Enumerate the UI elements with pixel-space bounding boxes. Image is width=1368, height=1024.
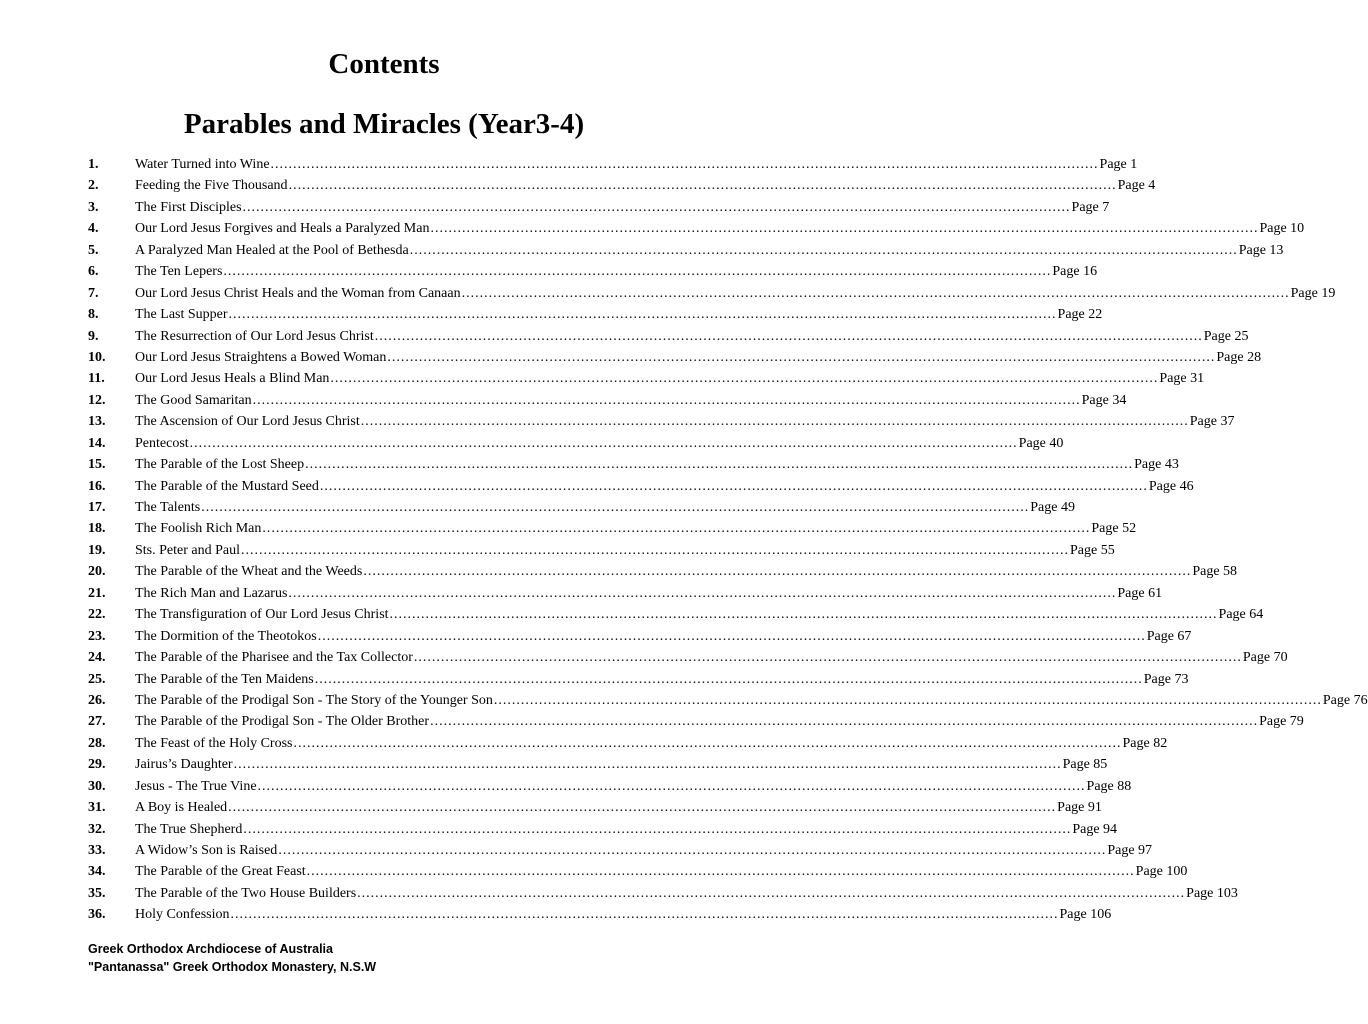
- dot-leader: [228, 797, 1056, 818]
- toc-entry-page: Page 61: [1117, 585, 1163, 601]
- page-title: Contents: [328, 48, 440, 80]
- toc-entry: [88, 819, 1118, 840]
- toc-entry-number: 16.: [88, 478, 106, 494]
- toc-entry: [88, 347, 1262, 368]
- toc-entry-page: Page 73: [1143, 671, 1189, 687]
- toc-entry-page: Page 49: [1030, 500, 1075, 515]
- toc-entry-title: The Parable of the Pharisee and the Tax Collector: [135, 650, 413, 666]
- toc-entry-number: 3.: [88, 199, 99, 215]
- toc-entry-title: A Boy is Healed: [135, 800, 228, 816]
- toc-entry-title: The Parable of the Lost Sheep: [135, 457, 305, 473]
- toc-entry-page: Page 85: [1062, 757, 1108, 773]
- toc-entry-page: Page 70: [1242, 650, 1288, 666]
- toc-entry: [88, 218, 1305, 239]
- toc-entry-number: 27.: [88, 714, 106, 730]
- toc-entry-title: The Parable of the Wheat and the Weeds: [135, 564, 363, 580]
- toc-entry: [88, 840, 1153, 861]
- toc-entry-title: The Parable of the Two House Builders: [135, 885, 357, 901]
- dot-leader: [289, 175, 1117, 196]
- toc-entry-number: 31.: [88, 800, 106, 816]
- toc-entry: [88, 626, 1192, 647]
- toc-entry: [88, 754, 1108, 775]
- toc-entry-title: Our Lord Jesus Forgives and Heals a Paralyzed Man: [135, 221, 430, 237]
- toc-entry-number: 24.: [88, 650, 106, 666]
- dot-leader: [462, 283, 1290, 304]
- dot-leader: [357, 883, 1185, 904]
- toc-entry-title: The Ten Lepers: [135, 264, 223, 280]
- toc-entry-page: Page 22: [1057, 307, 1103, 323]
- toc-entry-number: 4.: [88, 221, 99, 237]
- toc-entry-page: Page 79: [1259, 714, 1304, 730]
- toc-entry-number: 28.: [88, 735, 106, 751]
- toc-entry-number: 13.: [88, 414, 106, 430]
- toc-entry-title: Jairus’s Daughter: [135, 757, 233, 773]
- dot-leader: [387, 347, 1215, 368]
- dot-leader: [430, 218, 1258, 239]
- toc-entry-number: 7.: [88, 285, 99, 301]
- dot-leader: [243, 197, 1071, 218]
- toc-entry-page: Page 97: [1107, 843, 1153, 858]
- toc-entry-title: The Parable of the Prodigal Son - The Story of the Younger Son: [135, 692, 493, 708]
- toc-entry-number: 23.: [88, 628, 106, 644]
- toc-entry-title: The Transfiguration of Our Lord Jesus Christ: [135, 607, 389, 623]
- toc-entry: [88, 540, 1115, 561]
- toc-entry-page: Page 58: [1192, 564, 1238, 580]
- toc-entry-page: Page 106: [1059, 907, 1112, 923]
- toc-entry-number: 8.: [88, 307, 99, 323]
- toc-entry-page: Page 31: [1159, 371, 1205, 387]
- dot-leader: [271, 154, 1099, 175]
- dot-leader: [318, 626, 1146, 647]
- toc-entry-title: Water Turned into Wine: [135, 157, 270, 172]
- toc-entry-number: 6.: [88, 264, 99, 280]
- toc-entry: [88, 476, 1194, 497]
- toc-entry: [88, 711, 1304, 732]
- toc-entry-number: 15.: [88, 457, 106, 473]
- dot-leader: [494, 690, 1322, 711]
- dot-leader: [320, 476, 1148, 497]
- toc-entry-title: The Foolish Rich Man: [135, 521, 262, 537]
- dot-leader: [361, 411, 1189, 432]
- toc-entry-title: Our Lord Jesus Heals a Blind Man: [135, 371, 330, 387]
- toc-entry-title: Pentecost: [135, 435, 189, 451]
- toc-entry-number: 17.: [88, 500, 106, 515]
- toc-entry-page: Page 88: [1086, 778, 1132, 794]
- toc-entry-title: The Parable of the Prodigal Son - The Older Brother: [135, 714, 430, 730]
- toc-entry-number: 18.: [88, 521, 106, 537]
- dot-leader: [430, 711, 1258, 732]
- dot-leader: [231, 904, 1059, 925]
- toc-entry: [88, 304, 1103, 325]
- toc-entry-number: 36.: [88, 907, 106, 923]
- toc-entry-page: Page 67: [1146, 628, 1192, 644]
- toc-entry-title: The Rich Man and Lazarus: [135, 585, 288, 601]
- toc-entry-page: Page 76: [1322, 692, 1368, 708]
- dot-leader: [278, 840, 1106, 861]
- toc-entry-number: 19.: [88, 542, 106, 558]
- toc-entry: [88, 368, 1205, 389]
- toc-entry-number: 22.: [88, 607, 106, 623]
- toc-entry-page: Page 94: [1072, 821, 1118, 837]
- toc-entry: [88, 326, 1249, 347]
- dot-leader: [201, 497, 1029, 518]
- toc-entry-page: Page 43: [1134, 457, 1179, 473]
- toc-entry: [88, 411, 1235, 432]
- toc-entry-page: Page 19: [1290, 285, 1336, 301]
- toc-entry-title: The Feast of the Holy Cross: [135, 735, 293, 751]
- toc-entry-page: Page 25: [1203, 328, 1249, 344]
- toc-entry-page: Page 10: [1259, 221, 1305, 237]
- toc-entry-page: Page 7: [1071, 199, 1110, 215]
- toc-entry-number: 32.: [88, 821, 106, 837]
- dot-leader: [288, 583, 1116, 604]
- toc-entry-number: 20.: [88, 564, 106, 580]
- toc-entry-title: A Paralyzed Man Healed at the Pool of Bethesda: [135, 242, 409, 258]
- dot-leader: [375, 326, 1203, 347]
- toc-entry-number: 34.: [88, 864, 106, 880]
- toc-entry-title: Our Lord Jesus Straightens a Bowed Woman: [135, 349, 387, 365]
- toc-entry: [88, 883, 1238, 904]
- dot-leader: [253, 390, 1081, 411]
- toc-entry-title: The Parable of the Great Feast: [135, 864, 306, 880]
- toc-entry-number: 10.: [88, 349, 106, 365]
- toc-entry-page: Page 52: [1091, 521, 1137, 537]
- toc-entry-page: Page 13: [1238, 242, 1284, 258]
- footer-monastery: "Pantanassa" Greek Orthodox Monastery, N.S.W: [88, 960, 377, 974]
- toc-entry-number: 1.: [88, 157, 99, 172]
- toc-entry-number: 30.: [88, 778, 106, 794]
- toc-entry-number: 14.: [88, 435, 106, 451]
- toc-entry-title: Our Lord Jesus Christ Heals and the Woman from Canaan: [135, 285, 461, 301]
- toc-entry-page: Page 34: [1081, 392, 1127, 408]
- dot-leader: [293, 733, 1121, 754]
- toc-entry-number: 25.: [88, 671, 106, 687]
- dot-leader: [258, 776, 1086, 797]
- toc-entry: [88, 690, 1368, 711]
- dot-leader: [243, 819, 1071, 840]
- toc-entry-page: Page 82: [1122, 735, 1168, 751]
- toc-entry-page: Page 91: [1057, 800, 1102, 816]
- toc-entry-number: 33.: [88, 843, 106, 858]
- dot-leader: [190, 433, 1018, 454]
- toc-entry: [88, 561, 1238, 582]
- footer: [88, 940, 376, 976]
- toc-entry: [88, 175, 1156, 196]
- toc-entry-title: The Good Samaritan: [135, 392, 252, 408]
- toc-entry-page: Page 16: [1052, 264, 1098, 280]
- toc-entry: [88, 390, 1127, 411]
- dot-leader: [241, 540, 1069, 561]
- dot-leader: [363, 561, 1191, 582]
- toc-entry-title: Sts. Peter and Paul: [135, 542, 240, 558]
- toc-entry-page: Page 4: [1117, 178, 1156, 194]
- toc-entry-number: 11.: [88, 371, 105, 387]
- toc-entry: [88, 797, 1102, 818]
- toc-entry-title: The Parable of the Ten Maidens: [135, 671, 314, 687]
- dot-leader: [410, 240, 1238, 261]
- dot-leader: [262, 518, 1090, 539]
- dot-leader: [234, 754, 1062, 775]
- toc-entry-title: Holy Confession: [135, 907, 230, 923]
- toc-entry-number: 12.: [88, 392, 106, 408]
- toc-entry-page: Page 55: [1070, 542, 1115, 558]
- toc-entry: [88, 240, 1284, 261]
- toc-entry-title: The Talents: [135, 500, 201, 515]
- toc-entry: [88, 518, 1137, 539]
- toc-entry: [88, 647, 1288, 668]
- toc-entry-page: Page 28: [1216, 349, 1262, 365]
- toc-entry: [88, 454, 1179, 475]
- dot-leader: [229, 304, 1057, 325]
- toc-entry: [88, 497, 1075, 518]
- dot-leader: [414, 647, 1242, 668]
- toc-entry-number: 5.: [88, 242, 99, 258]
- toc-entry-number: 2.: [88, 178, 99, 194]
- toc-entry-title: The Last Supper: [135, 307, 228, 323]
- toc-entry-title: The Dormition of the Theotokos: [135, 628, 317, 644]
- page-subtitle: Parables and Miracles (Year3-4): [183, 108, 585, 140]
- table-of-contents: [88, 154, 1368, 926]
- toc-entry-number: 9.: [88, 328, 99, 344]
- toc-entry: [88, 197, 1110, 218]
- toc-entry-number: 21.: [88, 585, 106, 601]
- toc-entry-title: The Ascension of Our Lord Jesus Christ: [135, 414, 360, 430]
- toc-entry-page: Page 100: [1135, 864, 1188, 880]
- toc-entry-page: Page 40: [1018, 435, 1064, 451]
- toc-entry: [88, 283, 1336, 304]
- toc-entry-number: 26.: [88, 692, 106, 708]
- toc-entry: [88, 154, 1138, 175]
- toc-entry: [88, 669, 1189, 690]
- toc-entry-number: 35.: [88, 885, 106, 901]
- dot-leader: [307, 861, 1135, 882]
- toc-entry-page: Page 103: [1186, 885, 1238, 901]
- toc-entry-title: Jesus - The True Vine: [135, 778, 257, 794]
- toc-entry-page: Page 37: [1189, 414, 1235, 430]
- dot-leader: [315, 669, 1143, 690]
- toc-entry: [88, 904, 1112, 925]
- toc-entry-title: The First Disciples: [135, 199, 242, 215]
- toc-entry-title: The True Shepherd: [135, 821, 243, 837]
- toc-entry: [88, 604, 1264, 625]
- toc-entry-title: A Widow’s Son is Raised: [135, 843, 278, 858]
- dot-leader: [223, 261, 1051, 282]
- toc-entry: [88, 776, 1132, 797]
- toc-entry-page: Page 64: [1218, 607, 1264, 623]
- dot-leader: [390, 604, 1218, 625]
- toc-entry-title: The Resurrection of Our Lord Jesus Christ: [135, 328, 374, 344]
- dot-leader: [330, 368, 1158, 389]
- footer-archdiocese: Greek Orthodox Archdiocese of Australia: [88, 942, 333, 956]
- toc-entry: [88, 583, 1163, 604]
- toc-entry-page: Page 46: [1148, 478, 1194, 494]
- toc-entry: [88, 261, 1098, 282]
- toc-entry-title: Feeding the Five Thousand: [135, 178, 288, 194]
- toc-entry: [88, 433, 1064, 454]
- toc-entry-title: The Parable of the Mustard Seed: [135, 478, 319, 494]
- toc-entry: [88, 733, 1168, 754]
- toc-entry: [88, 861, 1188, 882]
- toc-entry-number: 29.: [88, 757, 106, 773]
- dot-leader: [305, 454, 1133, 475]
- toc-entry-page: Page 1: [1099, 157, 1138, 172]
